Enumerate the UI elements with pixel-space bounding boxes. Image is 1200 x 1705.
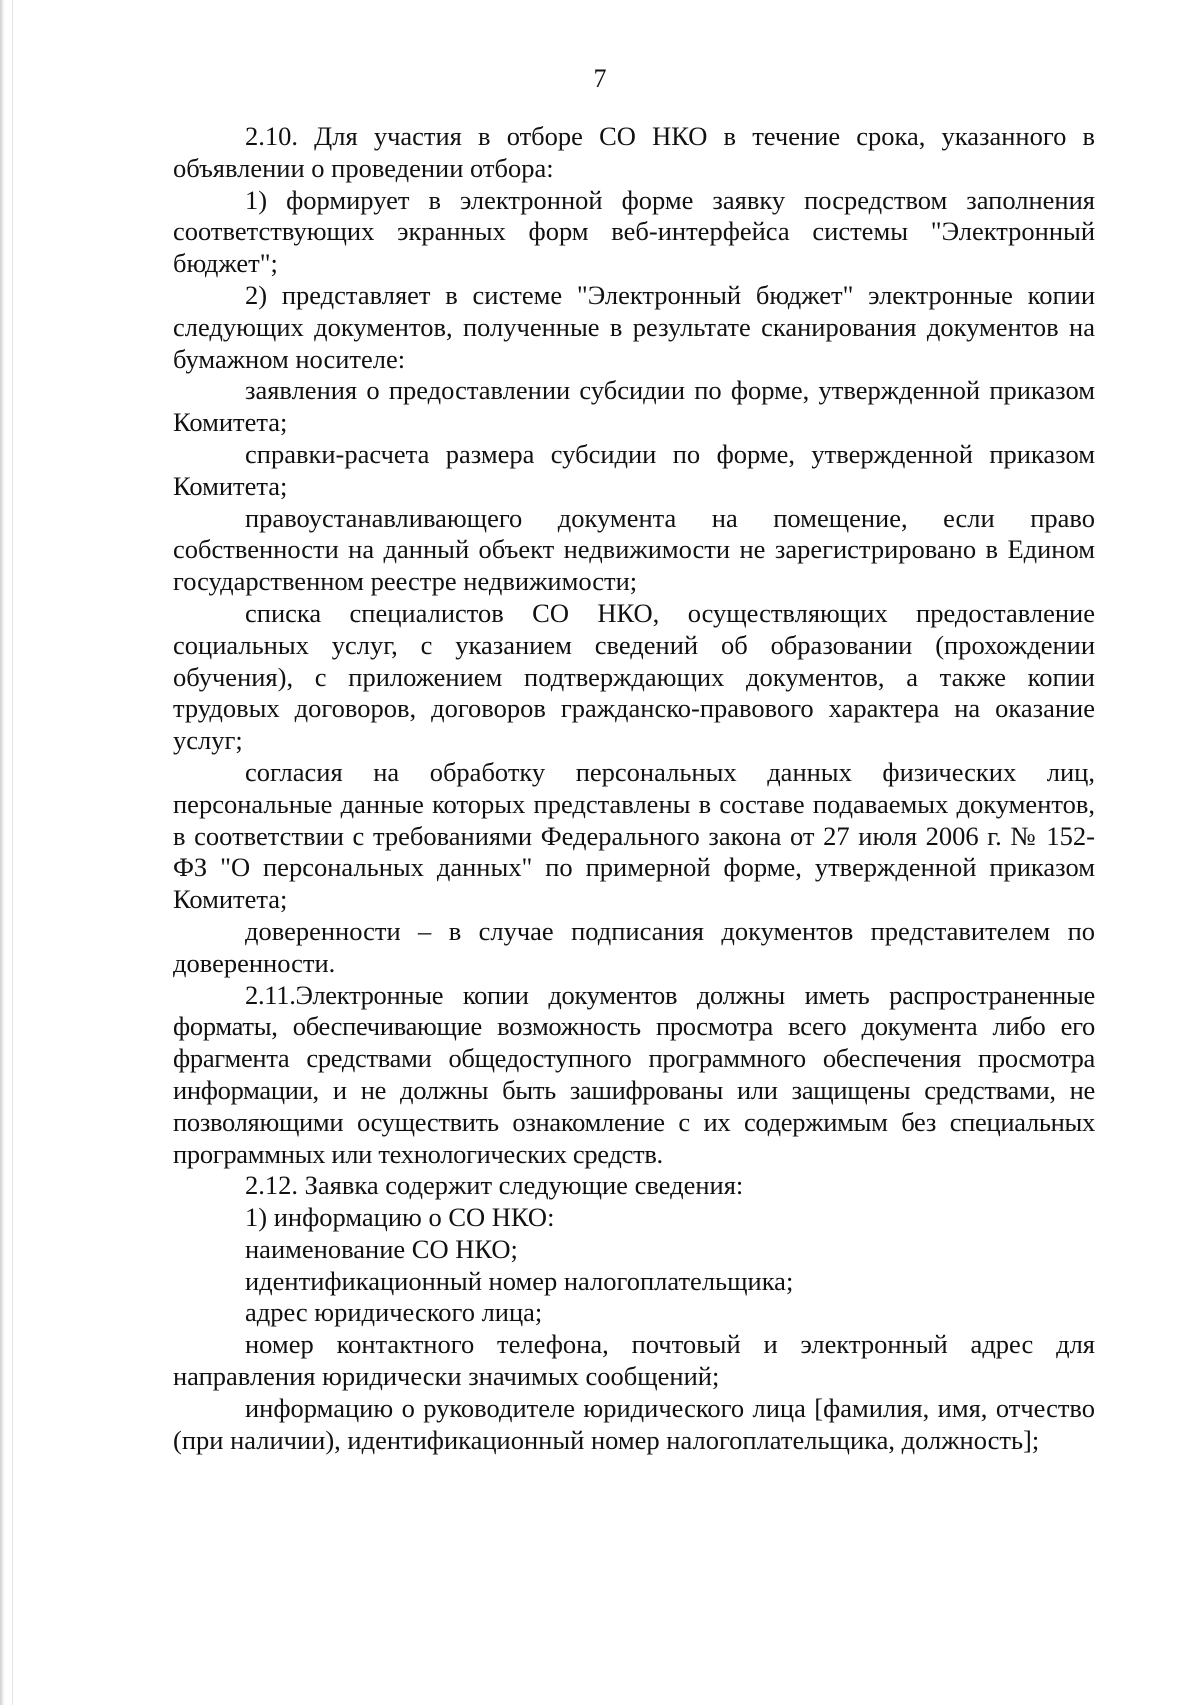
paragraph-2-10: 2.10. Для участия в отборе СО НКО в течение срока, указанного в объявлении о проведении отбора:	[173, 121, 1095, 183]
paragraph-item-1-form: 1) формирует в электронной форме заявку посредством заполнения соответствующих экранных форм веб-интерфейса системы "Электронный бюджет";	[173, 184, 1095, 279]
paragraph-legal-address: адрес юридического лица;	[245, 1297, 543, 1328]
document-body	[173, 121, 1095, 1456]
scan-edge-line	[12, 0, 13, 1705]
paragraph-contacts: номер контактного телефона, почтовый и электронный адрес для направления юридически значимых сообщений;	[173, 1329, 1095, 1392]
scan-edge-shadow	[0, 0, 5, 1705]
paragraph-subsidy-application: заявления о предоставлении субсидии по форме, утвержденной приказом Комитета;	[173, 375, 1095, 438]
paragraph-director-info: информацию о руководителе юридического лица [фамилия, имя, отчество (при наличии), идентификационный номер налогоплательщика, должность];	[173, 1392, 1095, 1455]
paragraph-info-about-org: 1) информацию о СО НКО:	[245, 1202, 555, 1233]
paragraph-personal-data-consent: согласия на обработку персональных данных физических лиц, персональные данные которых представлены в составе подаваемых документов, в соответствии с требованиями Федерального закона от 27 июля 2006 г. № 152-ФЗ "О персональных данных" по примерной форме, утвержденной приказом Комитета;	[173, 756, 1095, 915]
page-number: 7	[593, 64, 607, 93]
paragraph-2-11: 2.11.Электронные копии документов должны иметь распространенные форматы, обеспечивающие возможность просмотра всего документа либо его фрагмента средствами общедоступного программного обеспечения просмотра информации, и не должны быть зашифрованы или защищены средствами, не позволяющими осуществить ознакомление с их содержимым без специальных программных или технологических средств.	[173, 979, 1095, 1169]
paragraph-item-2-documents: 2) представляет в системе "Электронный бюджет" электронные копии следующих документов, полученные в результате сканирования документов на бумажном носителе:	[173, 279, 1095, 374]
paragraph-title-document: правоустанавливающего документа на помещение, если право собственности на данный объект недвижимости не зарегистрировано в Едином государственном реестре недвижимости;	[173, 502, 1095, 597]
paragraph-power-of-attorney: доверенности – в случае подписания документов представителем по доверенности.	[173, 915, 1095, 978]
paragraph-2-12: 2.12. Заявка содержит следующие сведения:	[245, 1170, 744, 1201]
paragraph-subsidy-calculation: справки-расчета размера субсидии по форме, утвержденной приказом Комитета;	[173, 438, 1095, 501]
paragraph-org-name: наименование СО НКО;	[245, 1233, 518, 1264]
paragraph-tax-id: идентификационный номер налогоплательщика;	[245, 1265, 794, 1296]
paragraph-specialists-list: списка специалистов СО НКО, осуществляющих предоставление социальных услуг, с указанием сведений об образовании (прохождении обучения), с приложением подтверждающих документов, а также копии трудовых договоров, договоров гражданско-правового характера на оказание услуг;	[173, 597, 1095, 756]
